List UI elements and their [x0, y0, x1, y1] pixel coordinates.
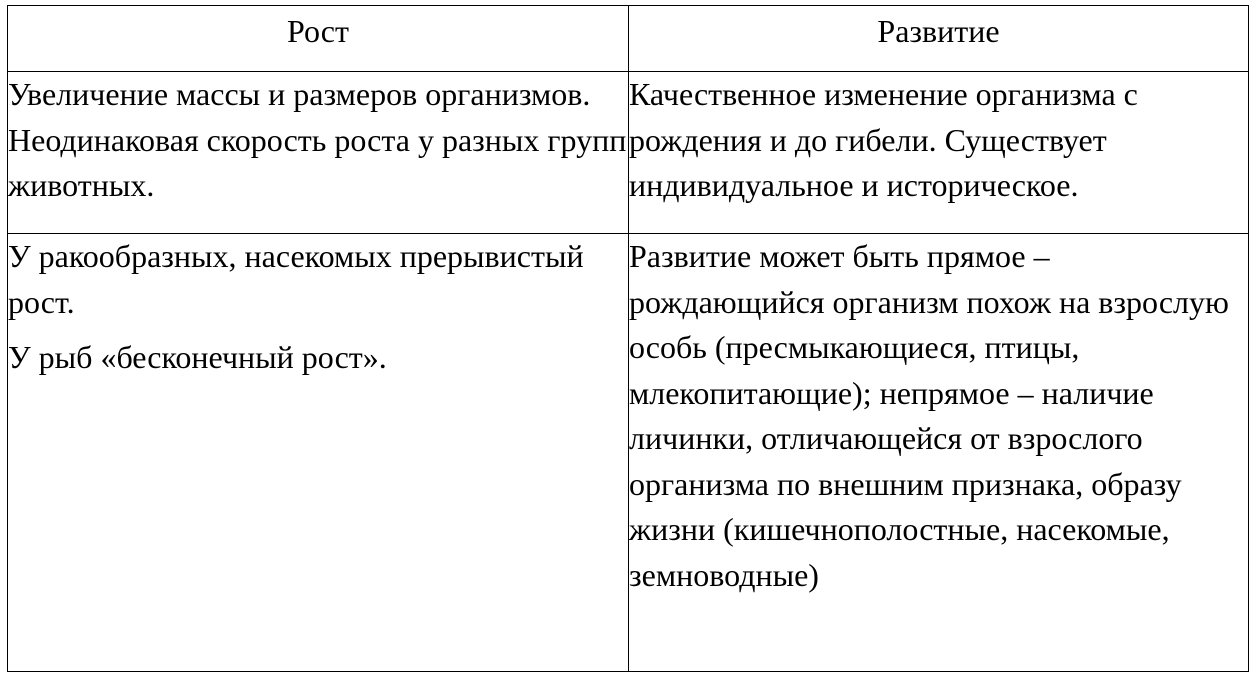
- table-header-row: [8, 6, 1249, 72]
- development-cell: [629, 72, 1249, 234]
- growth-cell: [8, 72, 629, 234]
- table-row: [8, 72, 1249, 234]
- growth-cell: [8, 234, 629, 672]
- cell-paragraph: Качественное изменение организма с рождения и до гибели. Существует индивидуальное и историческое.: [629, 76, 1138, 203]
- cell-paragraph: Развитие может быть прямое – рождающийся организм похож на взрослую особь (пресмыкающиеся, птицы, млекопитающие); непрямое – наличие личинки, отличающейся от взрослого организма по внешним признака, образу жизни (кишечнополостные, насекомые, земноводные): [629, 238, 1229, 593]
- table-row: [8, 234, 1249, 672]
- development-cell: [629, 234, 1249, 672]
- header-growth: Рост: [8, 6, 629, 72]
- cell-paragraph: Увеличение массы и размеров организмов. Неодинаковая скорость роста у разных групп животных.: [8, 76, 627, 203]
- cell-paragraph: У рыб «бесконечный рост».: [8, 339, 387, 375]
- header-development: Развитие: [629, 6, 1249, 72]
- cell-paragraph: У ракообразных, насекомых прерывистый рост.: [8, 238, 584, 320]
- growth-development-table: [7, 5, 1249, 672]
